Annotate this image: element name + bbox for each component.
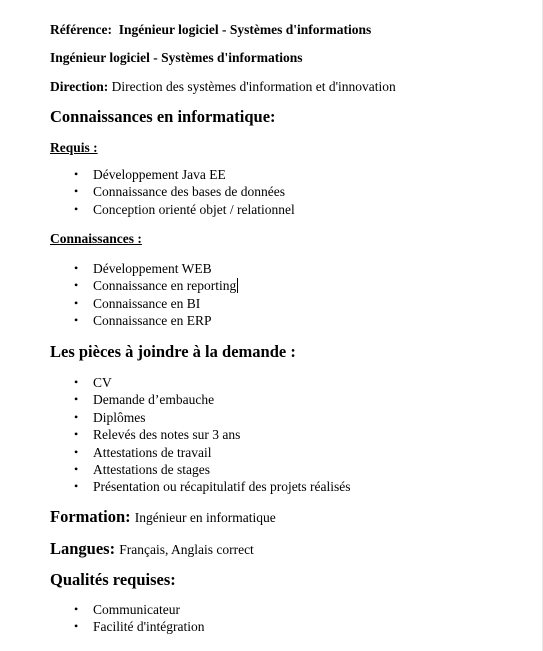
bullet-icon: •	[74, 479, 79, 494]
knowledge-list	[50, 260, 238, 330]
text-cursor	[237, 278, 238, 293]
list-item: • Connaissance en BI	[74, 295, 201, 311]
attachments-list	[50, 374, 351, 496]
formation-label: Formation:	[50, 507, 131, 526]
bullet-icon: •	[74, 602, 79, 616]
list-item: • Conception orienté objet / relationnel	[74, 201, 295, 217]
reference-label: Référence:	[50, 22, 112, 37]
list-item: • Attestations de stages	[74, 461, 210, 477]
bullet-icon: •	[74, 409, 79, 424]
bullet-icon: •	[74, 184, 79, 199]
bullet-icon: •	[74, 392, 79, 407]
qualities-list	[50, 601, 205, 636]
section-it-heading: Connaissances en informatique:	[50, 107, 276, 126]
bullet-icon: •	[74, 375, 79, 389]
bullet-icon: •	[74, 427, 79, 442]
qualities-heading: Qualités requises:	[50, 570, 176, 589]
list-item: • Développement Java EE	[74, 167, 226, 182]
bullet-icon: •	[74, 461, 79, 476]
attachments-heading: Les pièces à joindre à la demande :	[50, 342, 296, 361]
bullet-icon: •	[74, 444, 79, 459]
list-item: • Facilité d'intégration	[74, 619, 205, 635]
direction-value: Direction des systèmes d'information et d'innovation	[111, 79, 396, 94]
list-item: • Relevés des notes sur 3 ans	[74, 427, 241, 443]
bullet-icon: •	[74, 278, 79, 293]
bullet-icon: •	[74, 201, 79, 216]
list-item: • Présentation ou récapitulatif des projets réalisés	[74, 479, 351, 495]
bullet-icon: •	[74, 167, 79, 181]
list-item: • Connaissance des bases de données	[74, 184, 285, 200]
langues-label: Langues:	[50, 539, 116, 558]
knowledge-label: Connaissances :	[50, 231, 142, 246]
langues-line	[50, 539, 254, 560]
bullet-icon: •	[74, 619, 79, 634]
reference-line	[50, 22, 371, 38]
list-item: • Connaissance en ERP	[74, 313, 212, 329]
direction-label: Direction:	[50, 79, 109, 94]
direction-line	[50, 79, 396, 95]
list-item: • Diplômes	[74, 409, 146, 425]
required-label: Requis :	[50, 140, 98, 155]
bullet-icon: •	[74, 295, 79, 310]
required-list	[50, 166, 295, 218]
bullet-icon: •	[74, 313, 79, 328]
list-item: • Demande d’embauche	[74, 392, 215, 408]
langues-value: Français, Anglais correct	[119, 542, 254, 557]
list-item: • Attestations de travail	[74, 444, 212, 460]
job-title: Ingénieur logiciel - Systèmes d'informations	[50, 50, 303, 65]
bullet-icon: •	[74, 261, 79, 275]
reference-value: Ingénieur logiciel - Systèmes d'informations	[118, 22, 372, 37]
list-item: • CV	[74, 375, 112, 390]
list-item: • Connaissance en reporting	[74, 278, 237, 294]
formation-value: Ingénieur en informatique	[134, 510, 276, 525]
list-item: • Développement WEB	[74, 261, 212, 276]
list-item: • Communicateur	[74, 602, 180, 617]
formation-line	[50, 507, 276, 528]
